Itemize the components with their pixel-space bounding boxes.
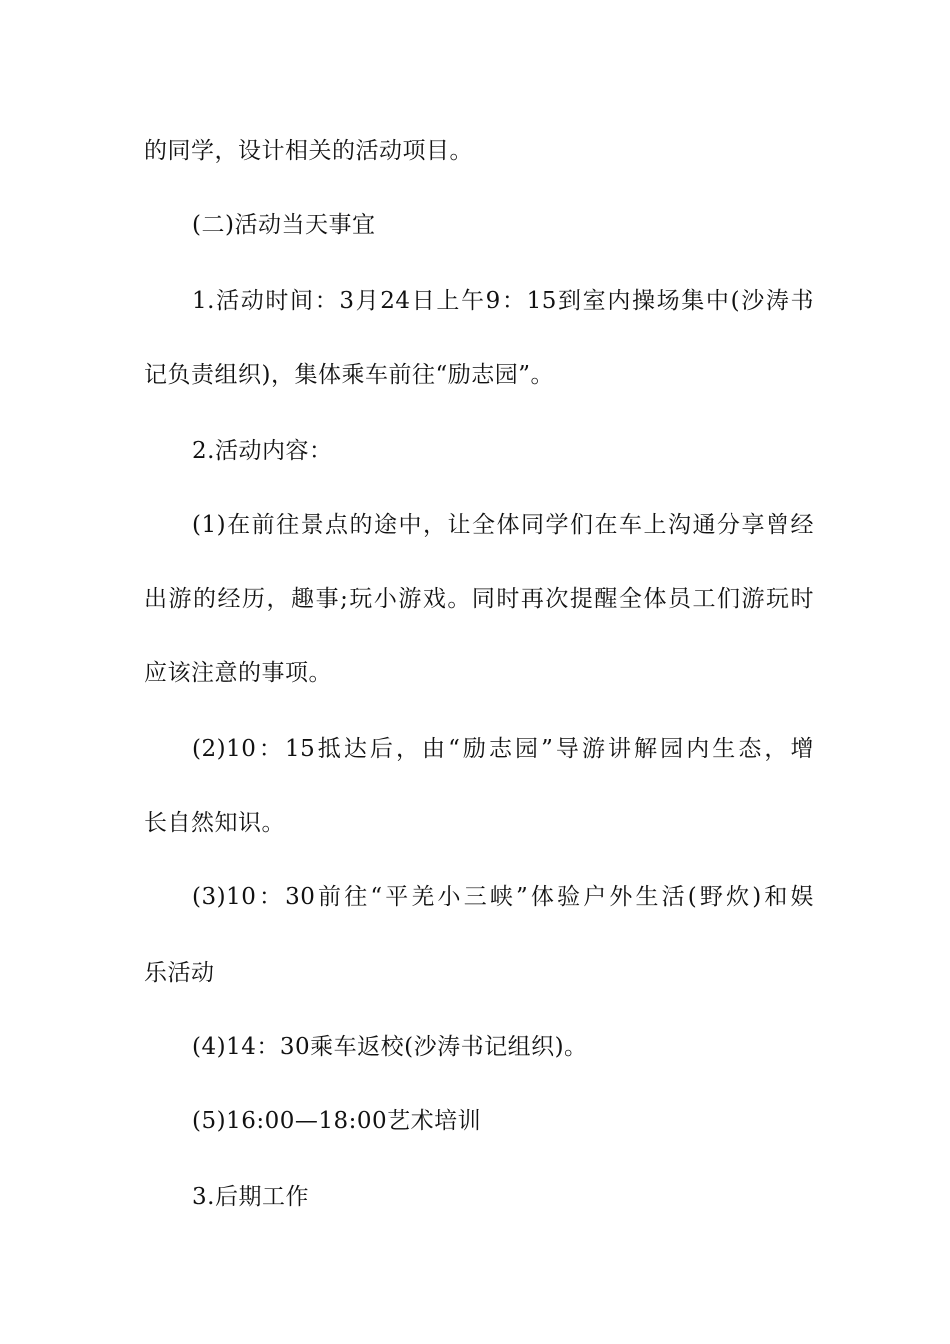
section-heading-activity-day: (二)活动当天事宜	[192, 212, 376, 238]
subitem-2-line-1: (2)10：15抵达后，由“励志园”导游讲解园内生态，增	[192, 736, 814, 762]
subitem-2-line-2: 长自然知识。	[144, 810, 285, 836]
subitem-1-line-3: 应该注意的事项。	[144, 660, 332, 686]
subitem-5-line: (5)16:00—18:00艺术培训	[192, 1108, 482, 1134]
subitem-3-line-2: 乐活动	[144, 960, 215, 986]
paragraph-line-continuation: 的同学，设计相关的活动项目。	[144, 138, 473, 164]
item-activity-content-heading: 2.活动内容：	[192, 438, 333, 464]
item-follow-up-work-heading: 3.后期工作	[192, 1184, 309, 1210]
subitem-1-line-2: 出游的经历，趣事;玩小游戏。同时再次提醒全体员工们游玩时	[144, 586, 814, 612]
subitem-4-line: (4)14：30乘车返校(沙涛书记组织)。	[192, 1034, 588, 1060]
subitem-3-line-1: (3)10：30前往“平羌小三峡”体验户外生活(野炊)和娱	[192, 884, 814, 910]
item-activity-time-line-2: 记负责组织)，集体乘车前往“励志园”。	[144, 362, 554, 388]
item-activity-time-line-1: 1.活动时间：3月24日上午9：15到室内操场集中(沙涛书	[192, 288, 814, 314]
subitem-1-line-1: (1)在前往景点的途中，让全体同学们在车上沟通分享曾经	[192, 512, 814, 538]
